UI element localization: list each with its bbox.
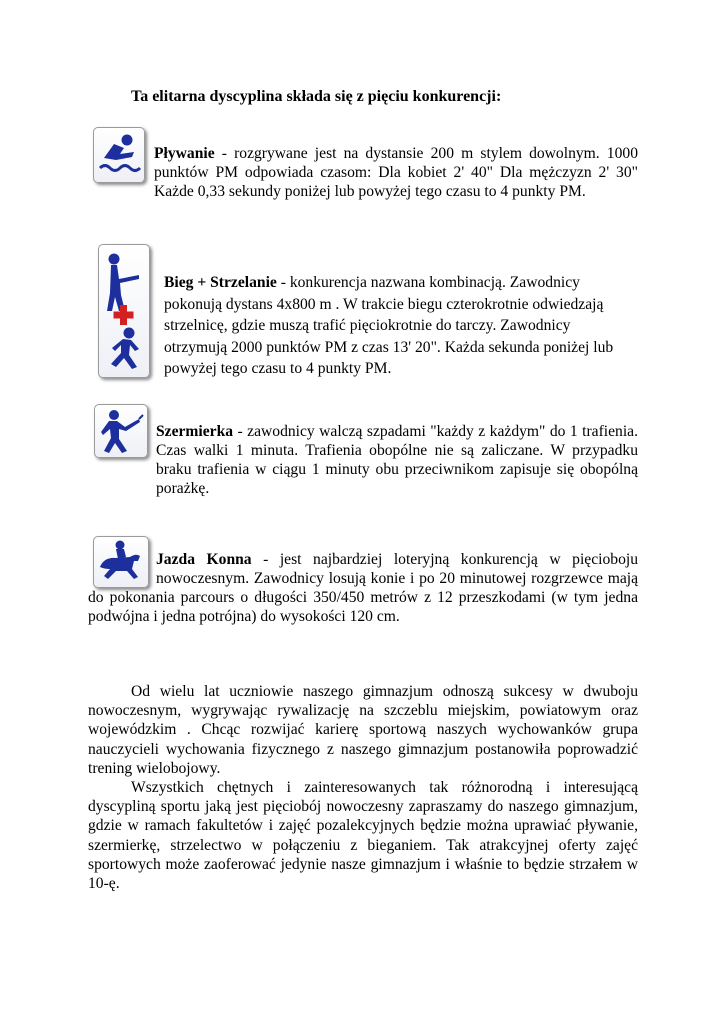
event-riding [88,550,638,626]
event-title: Szermierka [156,423,234,440]
event-title: Pływanie [154,145,215,162]
paragraph-intro: Od wielu lat uczniowie naszego gimnazjum odnoszą sukcesy w dwuboju nowoczesnym, wygrywając rywalizację na szczeblu miejskim, powiatowym oraz wojewódzkim . Chcąc rozwijać karierę sportową naszych wychowanków grupa nauczycieli wychowania fizycznego z naszego gimnazjum postanowiła poprowadzić trening wielobojowy. [88,683,638,777]
event-text: - jest najbardziej loteryjną konkurencją w pięcioboju nowoczesnym. Zawodnicy losują konie i po 20 minutowej rozgrzewce mają do pokonania parcours o długości 350/450 metrów z 12 przeszkodami (w tym jedna podwójna i jedna potrójna) do wysokości 120 cm. [88,551,639,625]
event-text: - zawodnicy walczą szpadami "każdy z każdym" do 1 trafienia. Czas walki 1 minuta. Trafienia obopólne nie są zaliczane. W przypadku braku trafienia w ciągu 1 minuty obu przeciwnikom zapisuje się obopólną porażkę. [156,423,638,497]
event-text: - konkurencja nazwana kombinacją. Zawodnicy pokonują dystans 4x800 m . W trakcie biegu czterokrotnie odwiedzają strzelnicę, gdzie muszą trafić pięciokrotnie do tarczy. Zawodnicy otrzymują 2000 punktów PM z czas 13' 20". Każda sekunda poniżej lub powyżej tego czasu to 4 punkty PM. [164,274,614,377]
paragraph-invitation: Wszystkich chętnych i zainteresowanych tak różnorodną i interesującą dyscypliną sportu jaką jest pięciobój nowoczesny zapraszamy do naszego gimnazjum, gdzie w ramach fakultetów i zajęć pozalekcyjnych będzie można uprawiać pływanie, szermierkę, strzelectwo w połączeniu z bieganiem. Tak atrakcyjnej oferty zajęć sportowych może zaoferować jedynie nasze gimnazjum i właśnie to będzie strzałem w 10-ę. [88,779,638,893]
event-title: Jazda Konna [156,551,252,568]
event-title: Bieg + Strzelanie [164,274,277,291]
event-swimming [88,144,638,201]
section-heading: Ta elitarna dyscyplina składa się z pięciu konkurencji: [131,88,502,105]
shooter-runner-icon [98,244,150,378]
event-running-shooting [164,272,624,380]
event-text: - rozgrywane jest na dystansie 200 m stylem dowolnym. 1000 punktów PM odpowiada czasom: Dla kobiet 2' 40" Dla mężczyzn 2' 30" Każde 0,33 sekundy poniżej lub powyżej tego czasu to 4 punkty PM. [154,145,638,200]
event-fencing [88,422,638,498]
